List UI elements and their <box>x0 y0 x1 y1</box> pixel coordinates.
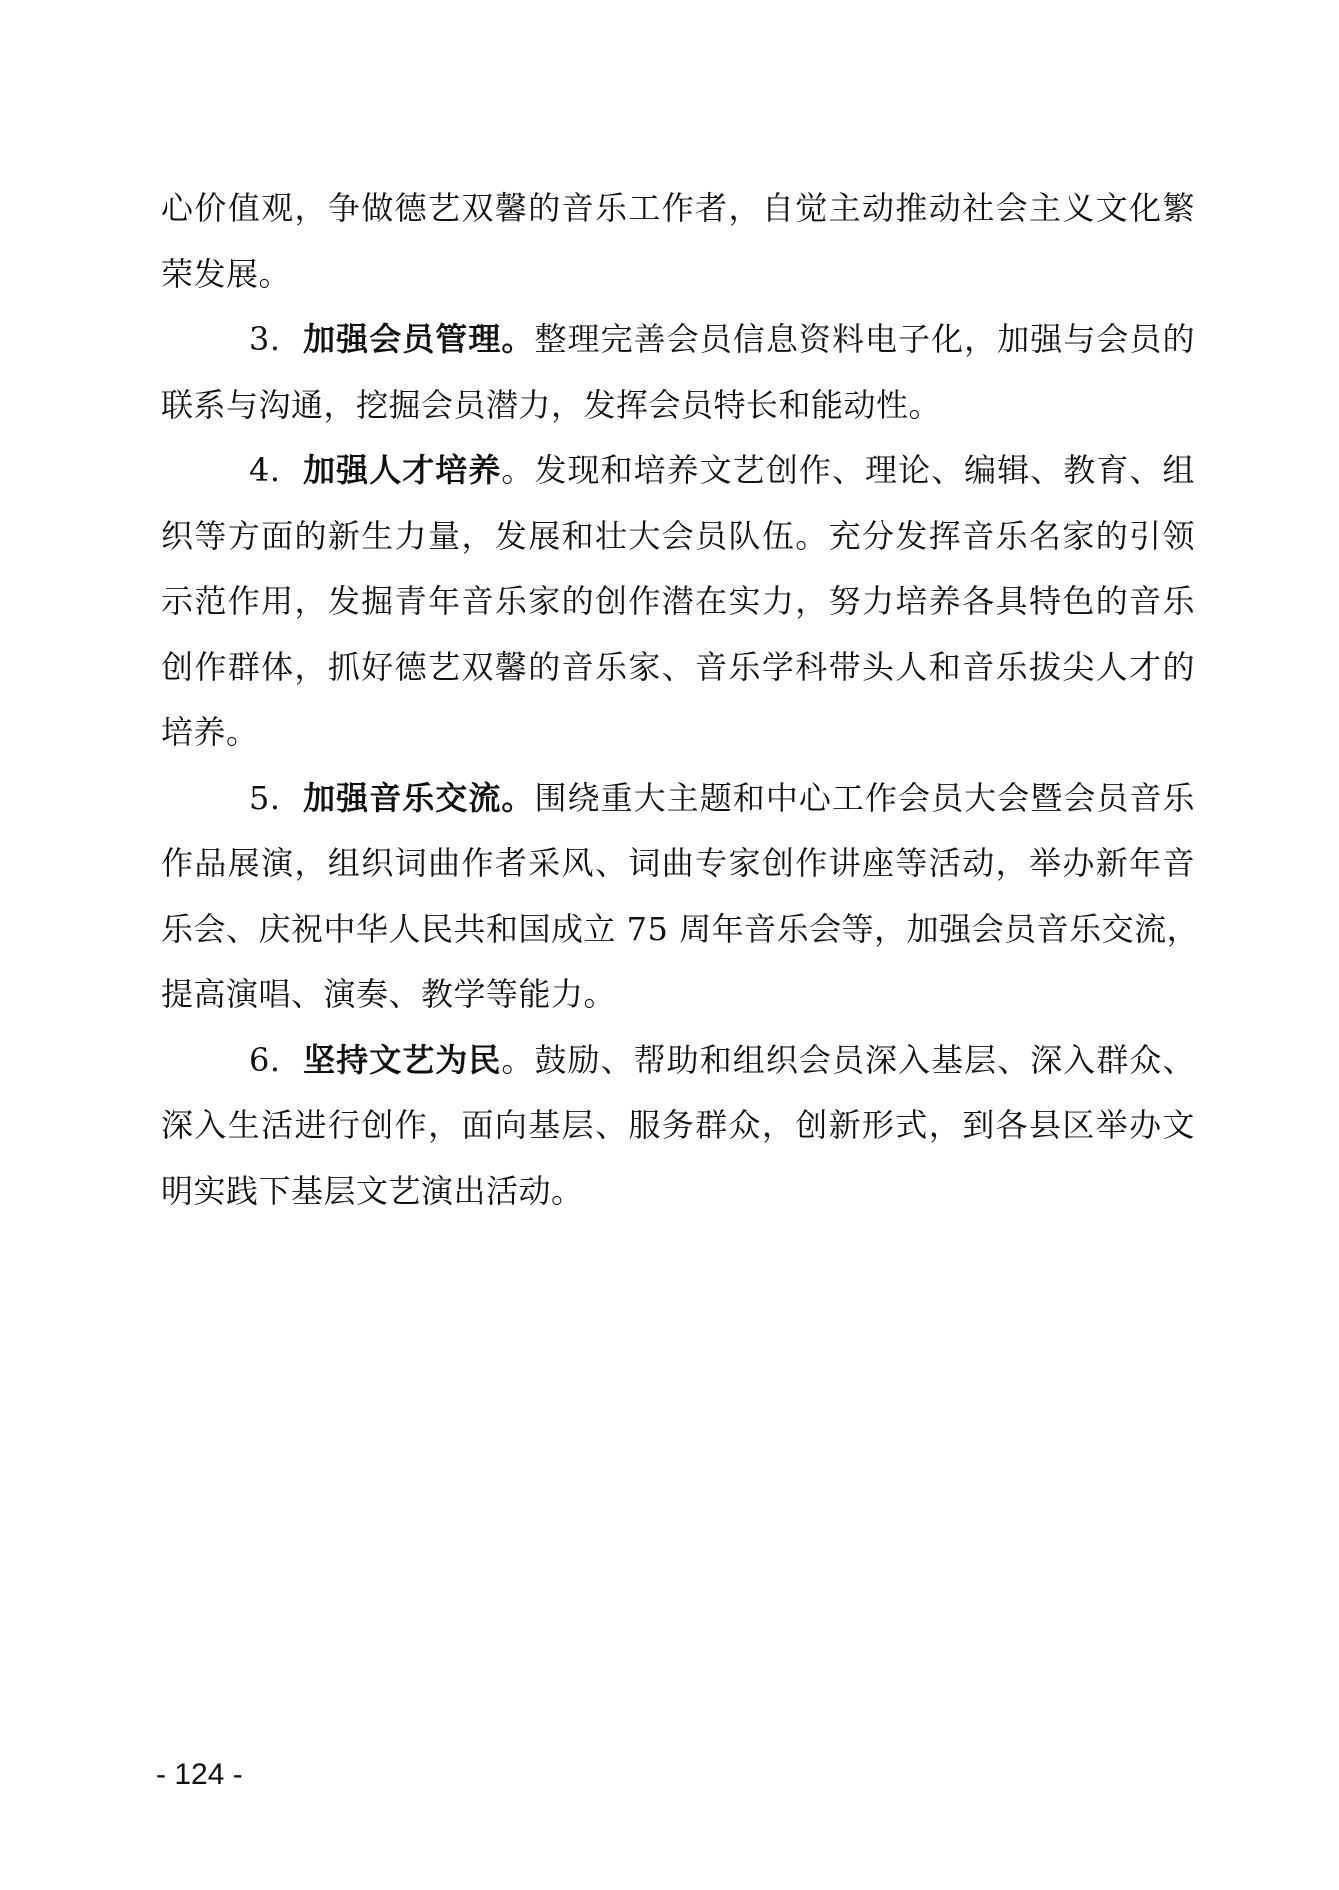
item-number: 5. <box>249 778 281 817</box>
paragraph-line: 提高演唱、演奏、教学等能力。 <box>161 975 617 1013</box>
paragraph-line: 创作群体，抓好德艺双馨的音乐家、音乐学科带头人和音乐拔尖人才的 <box>161 647 1195 686</box>
paragraph-line: 织等方面的新生力量，发展和壮大会员队伍。充分发挥音乐名家的引领 <box>161 516 1195 555</box>
item-5-paragraph <box>161 766 1200 1028</box>
paragraph-line: 示范作用，发掘青年音乐家的创作潜在实力，努力培养各具特色的音乐 <box>161 582 1195 620</box>
page-number: - 124 - <box>156 1758 243 1791</box>
item-text: 整理完善会员信息资料电子化，加强与会员的 <box>534 320 1195 358</box>
item-heading: 加强会员管理。 <box>302 320 535 358</box>
item-heading: 加强人才培养 <box>302 451 502 489</box>
paragraph-line: 作品展演，组织词曲作者采风、词曲专家创作讲座等活动，举办新年音 <box>161 844 1195 882</box>
item-number: 4. <box>249 451 281 489</box>
paragraph-first-line <box>161 307 1195 373</box>
paragraph-line: 培养。 <box>161 713 259 751</box>
document-body <box>161 176 1200 1224</box>
item-heading: 加强音乐交流。 <box>302 778 535 817</box>
item-heading: 坚持文艺为民 <box>302 1040 502 1079</box>
paragraph-first-line <box>161 766 1195 832</box>
continuation-paragraph <box>161 176 1195 307</box>
item-text: 。发现和培养文艺创作、理论、编辑、教育、组 <box>501 451 1195 489</box>
paragraph-line: 明实践下基层文艺演出活动。 <box>161 1171 584 1210</box>
paragraph-first-line <box>161 1028 1195 1094</box>
item-number: 6. <box>249 1040 281 1079</box>
item-4-paragraph <box>161 438 1195 766</box>
paragraph-line: 联系与沟通，挖掘会员潜力，发挥会员特长和能动性。 <box>161 385 942 424</box>
item-number: 3. <box>249 320 281 358</box>
paragraph-line: 乐会、庆祝中华人民共和国成立 75 周年音乐会等，加强会员音乐交流， <box>161 909 1200 948</box>
paragraph-line: 心价值观，争做德艺双馨的音乐工作者，自觉主动推动社会主义文化繁 <box>161 189 1195 227</box>
item-3-paragraph <box>161 307 1195 438</box>
paragraph-line: 荣发展。 <box>161 254 292 293</box>
paragraph-line: 深入生活进行创作，面向基层、服务群众，创新形式，到各县区举办文 <box>161 1106 1195 1144</box>
item-text: 围绕重大主题和中心工作会员大会暨会员音乐 <box>534 778 1195 817</box>
paragraph-first-line <box>161 438 1195 504</box>
item-6-paragraph <box>161 1028 1195 1225</box>
item-text: 。鼓励、帮助和组织会员深入基层、深入群众、 <box>501 1040 1195 1079</box>
